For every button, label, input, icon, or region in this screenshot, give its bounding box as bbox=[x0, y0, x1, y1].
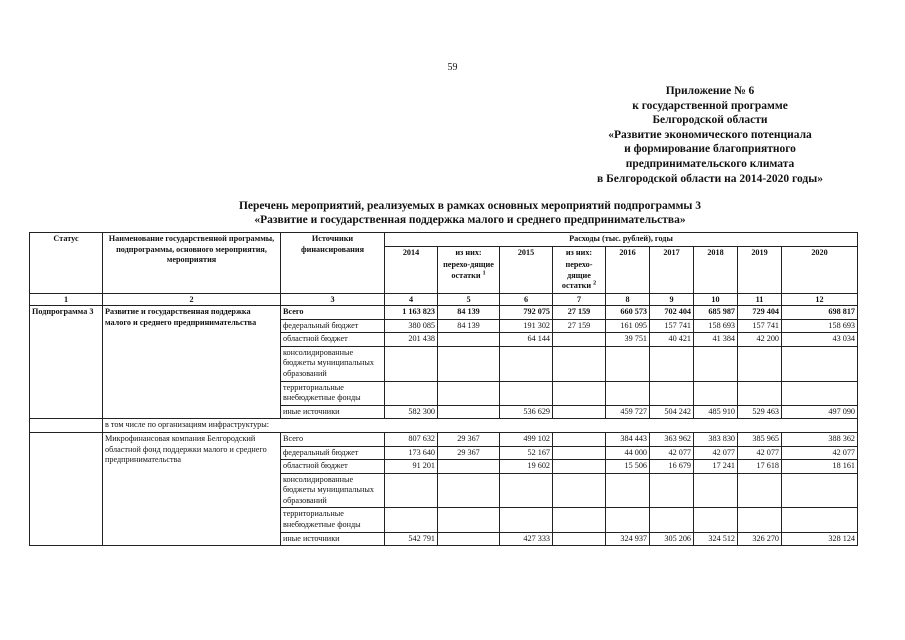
value-cell: 536 629 bbox=[500, 405, 553, 419]
value-cell bbox=[385, 473, 438, 508]
footnote-mark: 1 bbox=[482, 270, 486, 277]
row-source: федеральный бюджет bbox=[281, 319, 385, 333]
value-cell bbox=[738, 473, 782, 508]
row-source: областной бюджет bbox=[281, 460, 385, 474]
value-cell: 27 159 bbox=[553, 319, 606, 333]
value-cell: 17 241 bbox=[694, 460, 738, 474]
carryover-label: перехо-дящие остатки bbox=[561, 260, 593, 291]
value-cell: 41 384 bbox=[694, 333, 738, 347]
header-year-2017: 2017 bbox=[650, 246, 694, 293]
value-cell: 157 741 bbox=[738, 319, 782, 333]
index-cell: 6 bbox=[500, 293, 553, 305]
value-cell: 380 085 bbox=[385, 319, 438, 333]
value-cell bbox=[694, 473, 738, 508]
value-cell: 792 075 bbox=[500, 305, 553, 319]
index-cell: 3 bbox=[281, 293, 385, 305]
value-cell bbox=[500, 346, 553, 381]
value-cell: 18 161 bbox=[782, 460, 858, 474]
value-cell: 16 679 bbox=[650, 460, 694, 474]
row-name: Микрофинансовая компания Белгородский областной фонд поддержки малого и среднего предпринимательства bbox=[103, 432, 281, 545]
value-cell bbox=[606, 508, 650, 532]
header-name: Наименование государственной программы, подпрограммы, основного мероприятия, мероприятия bbox=[103, 233, 281, 294]
value-cell: 39 751 bbox=[606, 333, 650, 347]
index-cell: 7 bbox=[553, 293, 606, 305]
table-row bbox=[30, 432, 858, 446]
appendix-heading bbox=[560, 84, 860, 186]
appendix-line: к государственной программе bbox=[632, 99, 788, 112]
value-cell: 44 000 bbox=[606, 446, 650, 460]
value-cell: 529 463 bbox=[738, 405, 782, 419]
value-cell: 383 830 bbox=[694, 432, 738, 446]
value-cell: 459 727 bbox=[606, 405, 650, 419]
value-cell: 328 124 bbox=[782, 532, 858, 546]
document-title bbox=[150, 199, 790, 227]
value-cell: 91 201 bbox=[385, 460, 438, 474]
footnote-mark: 2 bbox=[593, 280, 597, 287]
value-cell bbox=[553, 346, 606, 381]
value-cell: 42 077 bbox=[694, 446, 738, 460]
value-cell bbox=[438, 532, 500, 546]
value-cell bbox=[606, 381, 650, 405]
value-cell bbox=[694, 381, 738, 405]
value-cell bbox=[782, 381, 858, 405]
value-cell: 685 987 bbox=[694, 305, 738, 319]
value-cell bbox=[438, 405, 500, 419]
empty-status-cell bbox=[30, 432, 103, 545]
row-source: иные источники bbox=[281, 532, 385, 546]
value-cell: 27 159 bbox=[553, 305, 606, 319]
value-cell bbox=[500, 381, 553, 405]
value-cell bbox=[553, 381, 606, 405]
header-row bbox=[30, 233, 858, 247]
index-cell: 11 bbox=[738, 293, 782, 305]
value-cell bbox=[438, 508, 500, 532]
value-cell: 702 404 bbox=[650, 305, 694, 319]
row-source: территориальные внебюджетные фонды bbox=[281, 508, 385, 532]
row-source: Всего bbox=[281, 305, 385, 319]
appendix-line: «Развитие экономического потенциала bbox=[608, 128, 812, 141]
value-cell bbox=[553, 532, 606, 546]
value-cell bbox=[553, 446, 606, 460]
value-cell: 497 090 bbox=[782, 405, 858, 419]
value-cell: 388 362 bbox=[782, 432, 858, 446]
value-cell: 326 270 bbox=[738, 532, 782, 546]
value-cell: 29 367 bbox=[438, 446, 500, 460]
index-cell: 2 bbox=[103, 293, 281, 305]
value-cell bbox=[385, 346, 438, 381]
row-source: территориальные внебюджетные фонды bbox=[281, 381, 385, 405]
row-source: федеральный бюджет bbox=[281, 446, 385, 460]
header-year-2014: 2014 bbox=[385, 246, 438, 293]
appendix-line: в Белгородской области на 2014-2020 годы» bbox=[597, 172, 823, 185]
value-cell bbox=[782, 346, 858, 381]
value-cell: 19 602 bbox=[500, 460, 553, 474]
value-cell: 52 167 bbox=[500, 446, 553, 460]
header-of-which: из них: bbox=[438, 246, 500, 259]
header-expenses: Расходы (тыс. рублей), годы bbox=[385, 233, 858, 247]
table-row bbox=[30, 305, 858, 319]
value-cell: 42 200 bbox=[738, 333, 782, 347]
header-year-2016: 2016 bbox=[606, 246, 650, 293]
value-cell: 305 206 bbox=[650, 532, 694, 546]
value-cell: 161 095 bbox=[606, 319, 650, 333]
row-status: Подпрограмма 3 bbox=[30, 305, 103, 418]
value-cell: 42 077 bbox=[738, 446, 782, 460]
row-source: консолидированные бюджеты муниципальных образований bbox=[281, 346, 385, 381]
value-cell bbox=[738, 381, 782, 405]
value-cell bbox=[438, 460, 500, 474]
value-cell bbox=[500, 508, 553, 532]
value-cell bbox=[438, 346, 500, 381]
value-cell bbox=[650, 346, 694, 381]
value-cell: 324 937 bbox=[606, 532, 650, 546]
value-cell: 1 163 823 bbox=[385, 305, 438, 319]
header-source: Источники финансирования bbox=[281, 233, 385, 294]
value-cell: 173 640 bbox=[385, 446, 438, 460]
header-status: Статус bbox=[30, 233, 103, 294]
value-cell: 64 144 bbox=[500, 333, 553, 347]
appendix-line: предпринимательского климата bbox=[625, 157, 795, 170]
value-cell: 499 102 bbox=[500, 432, 553, 446]
header-year-2019: 2019 bbox=[738, 246, 782, 293]
value-cell: 385 965 bbox=[738, 432, 782, 446]
value-cell: 660 573 bbox=[606, 305, 650, 319]
value-cell: 191 302 bbox=[500, 319, 553, 333]
value-cell: 42 077 bbox=[782, 446, 858, 460]
header-year-2015: 2015 bbox=[500, 246, 553, 293]
value-cell bbox=[438, 333, 500, 347]
index-cell: 1 bbox=[30, 293, 103, 305]
value-cell: 582 300 bbox=[385, 405, 438, 419]
value-cell: 157 741 bbox=[650, 319, 694, 333]
appendix-line: Приложение № 6 bbox=[665, 85, 755, 97]
value-cell: 84 139 bbox=[438, 319, 500, 333]
value-cell bbox=[553, 460, 606, 474]
expenses-table bbox=[29, 232, 858, 546]
value-cell bbox=[650, 508, 694, 532]
value-cell bbox=[500, 473, 553, 508]
header-carryover-2014 bbox=[438, 259, 500, 293]
header-carryover-2015 bbox=[553, 259, 606, 293]
value-cell bbox=[553, 432, 606, 446]
value-cell bbox=[650, 381, 694, 405]
index-cell: 4 bbox=[385, 293, 438, 305]
value-cell bbox=[738, 508, 782, 532]
value-cell: 43 034 bbox=[782, 333, 858, 347]
carryover-label: перехо-дящие остатки bbox=[443, 260, 494, 280]
value-cell bbox=[694, 508, 738, 532]
value-cell bbox=[606, 473, 650, 508]
value-cell: 427 333 bbox=[500, 532, 553, 546]
index-cell: 8 bbox=[606, 293, 650, 305]
value-cell bbox=[438, 473, 500, 508]
value-cell bbox=[650, 473, 694, 508]
value-cell bbox=[553, 333, 606, 347]
value-cell: 201 438 bbox=[385, 333, 438, 347]
value-cell bbox=[553, 405, 606, 419]
value-cell: 542 791 bbox=[385, 532, 438, 546]
value-cell bbox=[694, 346, 738, 381]
value-cell bbox=[438, 381, 500, 405]
value-cell: 504 242 bbox=[650, 405, 694, 419]
value-cell: 84 139 bbox=[438, 305, 500, 319]
header-of-which: из них: bbox=[553, 246, 606, 259]
index-cell: 12 bbox=[782, 293, 858, 305]
value-cell: 15 506 bbox=[606, 460, 650, 474]
column-index-row bbox=[30, 293, 858, 305]
value-cell: 729 404 bbox=[738, 305, 782, 319]
value-cell: 158 693 bbox=[782, 319, 858, 333]
value-cell bbox=[738, 346, 782, 381]
index-cell: 9 bbox=[650, 293, 694, 305]
value-cell: 698 817 bbox=[782, 305, 858, 319]
value-cell bbox=[553, 473, 606, 508]
header-year-2018: 2018 bbox=[694, 246, 738, 293]
row-name: Развитие и государственная поддержка малого и среднего предпринимательства bbox=[103, 305, 281, 418]
appendix-line: Белгородской области bbox=[652, 114, 768, 127]
value-cell: 40 421 bbox=[650, 333, 694, 347]
value-cell: 363 962 bbox=[650, 432, 694, 446]
header-year-2020: 2020 bbox=[782, 246, 858, 293]
table-row bbox=[30, 419, 858, 433]
value-cell bbox=[385, 508, 438, 532]
value-cell bbox=[782, 473, 858, 508]
row-source: областной бюджет bbox=[281, 333, 385, 347]
index-cell: 10 bbox=[694, 293, 738, 305]
value-cell bbox=[385, 381, 438, 405]
title-line-2: «Развитие и государственная поддержка малого и среднего предпринимательства» bbox=[254, 214, 686, 226]
value-cell bbox=[606, 346, 650, 381]
appendix-line: и формирование благоприятного bbox=[624, 143, 796, 156]
value-cell bbox=[782, 508, 858, 532]
row-source: Всего bbox=[281, 432, 385, 446]
infra-label: в том числе по организациям инфраструктуры: bbox=[103, 419, 858, 433]
value-cell: 29 367 bbox=[438, 432, 500, 446]
empty-cell bbox=[30, 419, 103, 433]
value-cell bbox=[553, 508, 606, 532]
value-cell: 485 910 bbox=[694, 405, 738, 419]
value-cell: 324 512 bbox=[694, 532, 738, 546]
row-source: консолидированные бюджеты муниципальных образований bbox=[281, 473, 385, 508]
title-line-1: Перечень мероприятий, реализуемых в рамках основных мероприятий подпрограммы 3 bbox=[238, 200, 702, 212]
row-source: иные источники bbox=[281, 405, 385, 419]
value-cell: 807 632 bbox=[385, 432, 438, 446]
value-cell: 158 693 bbox=[694, 319, 738, 333]
page-number: 59 bbox=[447, 62, 458, 73]
value-cell: 384 443 bbox=[606, 432, 650, 446]
value-cell: 17 618 bbox=[738, 460, 782, 474]
value-cell: 42 077 bbox=[650, 446, 694, 460]
index-cell: 5 bbox=[438, 293, 500, 305]
